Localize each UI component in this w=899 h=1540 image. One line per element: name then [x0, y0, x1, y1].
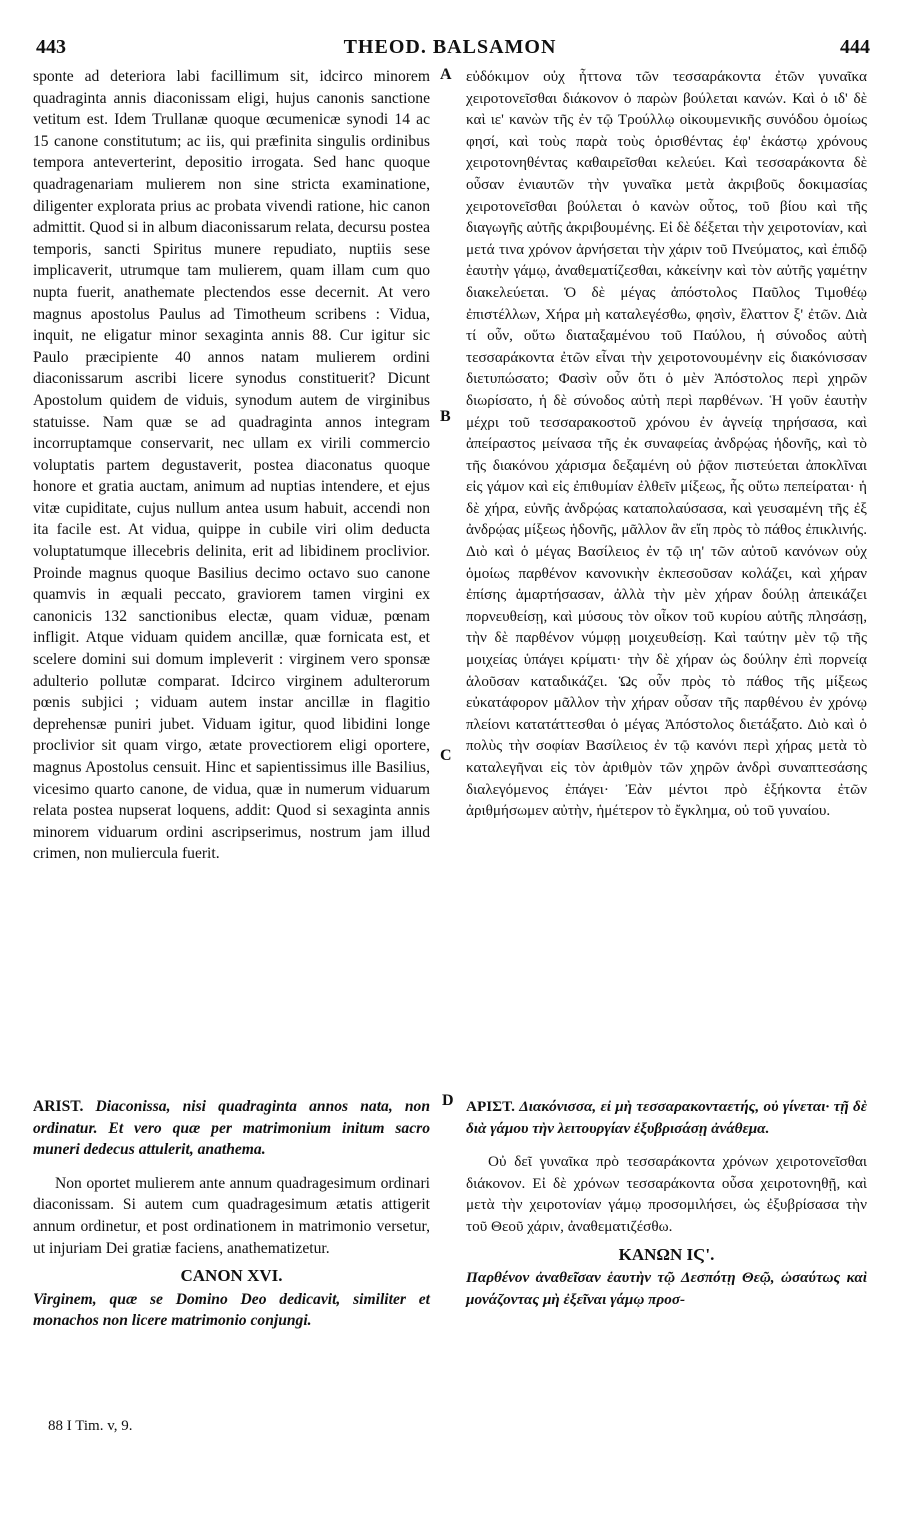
greek-arist-text: Διακόνισσα, εἰ μὴ τεσσαρακονταετής, οὐ γίνεται· τῇ δὲ διὰ γάμου τὴν λειτουργίαν ἐξυβρισάσῃ ἀνάθεμα. [466, 1098, 867, 1137]
greek-paragraph: Οὐ δεῖ γυναῖκα πρὸ τεσσαράκοντα χρόνων χειροτονεῖσθαι διάκονον. Εἰ δὲ χρόνων τεσσαράκοντα οὖσα χειροτονηθῇ, καὶ μετὰ τὴν χειροτονίαν γάμῳ προσομιλήσει, ὡς ἐξυβρίσασα τὴν τοῦ Θεοῦ χάριν, ἀναθεματιζέσθω. [466, 1153, 867, 1235]
latin-canon-text: Virginem, quæ se Domino Deo dedicavit, similiter et monachos non licere matrimonio conjungi. [33, 1290, 430, 1330]
section-marker-a: A [440, 66, 452, 83]
greek-commentary-text: εὐδόκιμον οὐχ ἧττονα τῶν τεσσαράκοντα ἐτῶν γυναῖκα χειροτονεῖσθαι διάκονον ὁ παρὼν βούλεται κανών. Καὶ ὁ ιδ' δὲ καὶ ιε' κανὼν τῆς ἐν τῷ Τρούλλῳ οἰκουμενικῆς συνόδου ὁμοίως φησί, καὶ τοὺς παρὰ τοὺς ὁρισθέντας ἐφ' ἑκάστῳ χρόνους χειροτονηθέντας καθαιρεῖσθαι κελεύει. Καὶ τεσσαράκοντα δὲ οὖσαν ἐνιαυτῶν τὴν γυναῖκα μετὰ ἀκριβοῦς δοκιμασίας χειροτονεῖσθαι βούλεται ὁ κανὼν οὗτος, τοῦ βίου καὶ τῆς διαγωγῆς αὐτῆς ἀκριβουμένης. Εἰ δὲ δέξεται τὴν χειροτονίαν, καὶ μετά τινα χρόνον ἀρνήσεται τὴν χάριν τοῦ Πνεύματος, καὶ ἐπιδῷ ἑαυτὴν γάμῳ, ἀναθεματίζεσθαι, κἀκείνην καὶ τὸν αὐτῆς γαμέτην διακελεύεται. Ὁ δὲ μέγας ἀπόστολος Παῦλος Τιμοθέῳ ἐπιστέλλων, Χήρα μὴ καταλεγέσθω, φησὶν, ἔλαττον ξ' ἐτῶν. Διὰ τί οὖν, οὕτω διαταξαμένου τοῦ Παύλου, ἡ σύνοδος αὐτὴ τεσσαράκοντα ἐτῶν εἶναι τὴν χειροτονουμένην εἰς διακόνισσαν διετυπώσατο; Φασὶν οὖν ὅτι ὁ μὲν Ἀπόστολος περὶ χηρῶν διωρίσατο, ἡ δὲ σύνοδος αὐτὴ περὶ παρθένων. Ἡ γοῦν ἑαυτὴν μέχρι τοῦ τεσσαρακοστοῦ χρόνου ἐν ἁγνείᾳ τηρήσασα, καὶ ἀπείραστος μείνασα τῆς ἐκ συναφείας ἀνδρῴας ἡδονῆς, καὶ τὸ τῆς διακόνου χάρισμα δεξαμένη οὐ ῥᾷον πιστεύεται ἀποκλῖναι εἰς γάμον καὶ εἰς ἐπιθυμίαν ἐλθεῖν μίξεως, ἧς οὕτω πεπείραται· ἡ δὲ χήρα, εὐνῆς ἀνδρῴας καταπολαύσασα, καὶ γευσαμένη τῆς ἐξ ἀνδρῴας μίξεως ἡδονῆς, μᾶλλον ἂν εἴη πρὸς τὸ πάθος ἐπικλινής. Διὸ καὶ ὁ μέγας Βασίλειος ἐν τῷ ιη' τῶν αὐτοῦ κανόνων οὐχ ὁμοίως παρθένον κανονικὴν ἐκπεσοῦσαν κολάζει, καὶ χήραν ἐπίσης ἁμαρτήσασαν, ἀλλὰ τὴν μὲν χήραν δούλῃ ἀπεικάζει πορνευθείσῃ, καὶ μύσους τὸν οἶκον τοῦ κυρίου αὐτῆς πλησάσῃ, τὴν δὲ παρθένον νύμφῃ μοιχευθείσῃ. Καὶ ταύτην μὲν τῷ τῆς μοιχείας ὑπάγει κρίματι· τὴν δὲ χήραν ὡς δούλην ἐπὶ πορνείᾳ ἁλοῦσαν καταδικάζει. Ὡς οὖν πρὸς τὸ πάθος τῆς μίξεως εὐκατάφορον μᾶλλον τὴν χήραν οὖσαν τῆς παρθένου ἐν χρόνῳ πλείονι κατατάττεσθαι ὁ μέγας Ἀπόστολος διετάξατο. Διὸ καὶ ὁ πολὺς τὴν σοφίαν Βασίλειος ἐν τῷ κανόνι περὶ χήρας μετὰ τὸ καταλεγῆναι εἰς τὸν ἀριθμὸν τῶν χηρῶν ἀνδρὶ συναπτεσάσης διαλεγόμενος ἐπάγει· Ἐὰν μέντοι πρὸ ἑξήκοντα ἐτῶν ἀριθμήσωμεν αὐτὴν, ἡμέτερον τὸ ἔγκλημα, οὐ τοῦ γυναίου. [466, 68, 867, 820]
greek-canon-title: ΚΑΝΩΝ ΙϚ'. [618, 1244, 715, 1264]
latin-arist-label: ARIST. [33, 1098, 84, 1115]
greek-column [466, 66, 867, 1310]
section-marker-b: B [440, 408, 451, 425]
running-title: THEOD. BALSAMON [343, 36, 557, 58]
greek-arist [466, 1096, 867, 1139]
greek-canon-text: Παρθένον ἀναθεῖσαν ἑαυτὴν τῷ Δεσπότῃ Θεῷ, ὡσαύτως καὶ μονάζοντας μὴ ἐξεῖναι γάμῳ προσ- [466, 1269, 867, 1308]
latin-paragraph: Non oportet mulierem ante annum quadragesimum ordinari diaconissam. Si autem cum quadragesimum ætatis attigerit annum ordinetur, et post ordinationem in matrimonio versetur, ut injuriam Dei gratiæ faciens, anathematizetur. [33, 1174, 430, 1257]
section-marker-c: C [440, 747, 452, 764]
section-marker-d: D [442, 1092, 454, 1109]
latin-column [33, 66, 430, 1332]
latin-commentary [33, 66, 430, 1096]
greek-arist-label: ΑΡΙΣΤ. [466, 1098, 515, 1115]
latin-arist-text: Diaconissa, nisi quadraginta annos nata, non ordinatur. Et vero quæ per matrimonium initum sacro muneri dedecus attulerit, anathema. [33, 1098, 430, 1159]
greek-commentary [466, 66, 867, 1096]
latin-commentary-text: sponte ad deteriora labi facillimum sit, idcirco minorem quadraginta annis diaconissam eligi, hujus canonis sanctione vetitum est. Idem Trullanæ quoque œcumenicæ synodi 14 ac 15 canone constitutum; ac iis, qui præfinita singulis ordinibus tempora anteverterint, depositio irrogata. Sed hanc quoque quadragenariam mulierem non sine stricta examinatione, diligenter explorata prius ac probata vivendi ratione, hic canon admittit. Quod si in album diaconissarum relata, decursu postea temporis, sancti Spiritus munere repudiato, nuptiis sese implicaverit, utrumque tam mulierem, quam illam cum quo nupta fuerit, anathemate plectendos esse decernit. At vero magnus apostolus Paulus ad Timotheum scribens : Vidua, inquit, ne eligatur minor sexaginta annis 88. Cur igitur sic Paulo præcipiente 40 annos natam mulierem ordini diaconissarum ascribi licere synodus constituerit? Dicunt Apostolum quidem de viduis, synodum autem de virginibus statuisse. Nam quæ se ad quadraginta annos integram incorruptamque conservarit, nec ullam ex virili commercio voluptatis partem degustaverit, postea diaconatus quoque honore et gratia auctam, animum ad nuptias intendere, et ejus vitæ cupiditate, cujus nullum antea usum habuit, accendi non ita facile est. At vidua, quippe in cubile viri olim deducta voluptatumque illecebris delinita, erit ad libidinem proclivior. Proinde magnus quoque Basilius decimo octavo suo canone quamvis in æquali peccato, graviorem tamen virgini ex canonicis 132 sanctionibus electæ, quam viduæ, pœnam infligit. Atque viduam quidem ancillæ, quæ fornicata est, et scelere domini sui domum impleverit : virginem vero sponsæ adulterio pollutæ comparat. Idcirco virginem adulterorum pœnis subjici ; viduam autem instar ancillæ in flagitio deprehensæ puniri jubet. Viduam igitur, quod libidini longe proclivior sit quam virgo, ætate provectiorem eligi oportere, magnus Apostolus censuit. Hinc et sapientissimus ille Basilius, vicesimo quarto canone, de vidua, quæ in numerum viduarum relata postea nupserat loquens, addit: Quod si sexaginta annis minorem viduarum ordini ascripserimus, nostrum jam illud crimen, non muliercula fuerit. [33, 68, 430, 863]
page-number-left: 443 [36, 36, 66, 58]
latin-arist [33, 1096, 430, 1161]
latin-canon-title: CANON XVI. [180, 1266, 283, 1286]
footnote: 88 I Tim. v, 9. [48, 1418, 133, 1434]
page-header [30, 36, 870, 66]
page-number-right: 444 [840, 36, 870, 58]
